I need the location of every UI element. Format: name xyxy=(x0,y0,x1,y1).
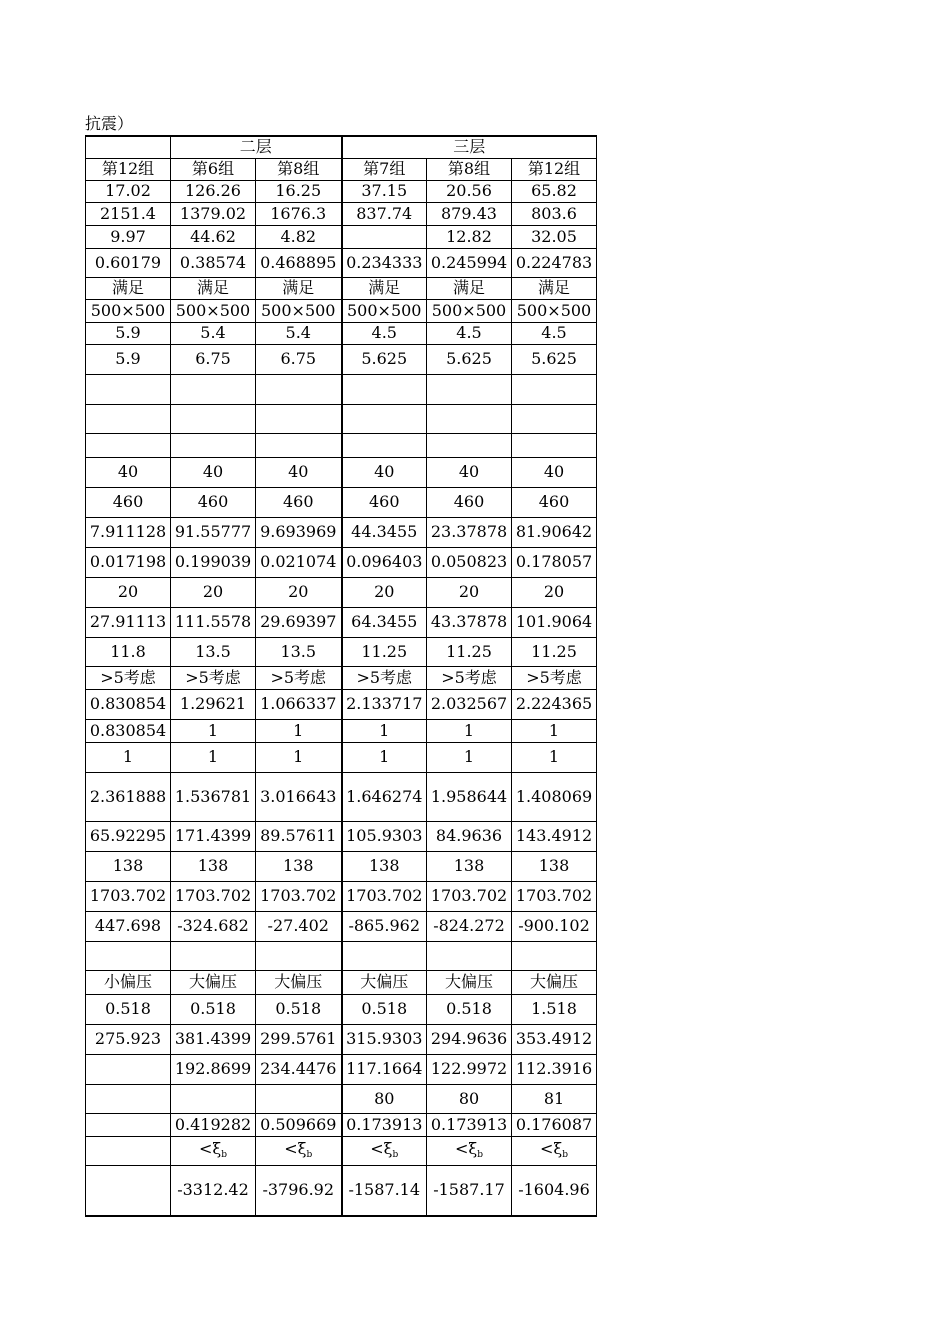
table-cell: 460 xyxy=(512,487,597,517)
table-cell: 837.74 xyxy=(342,202,427,225)
table-cell: 1379.02 xyxy=(171,202,256,225)
table-cell: 353.4912 xyxy=(512,1024,597,1054)
table-cell: 2.032567 xyxy=(427,689,512,719)
table-cell: 1.408069 xyxy=(512,772,597,821)
table-cell: 17.02 xyxy=(86,180,171,202)
table-cell: 11.25 xyxy=(427,637,512,666)
table-cell: 1 xyxy=(256,742,342,772)
table-cell: 43.37878 xyxy=(427,607,512,637)
table-row xyxy=(86,433,597,457)
table-row xyxy=(86,1084,597,1113)
table-cell: 0.050823 xyxy=(427,547,512,577)
table-cell: 满足 xyxy=(427,277,512,299)
table-cell: -324.682 xyxy=(171,911,256,941)
table-row xyxy=(86,457,597,487)
table-row xyxy=(86,719,597,742)
table-cell: 111.5578 xyxy=(171,607,256,637)
subscript-b: b xyxy=(221,1150,227,1160)
table-row xyxy=(86,202,597,225)
table-cell: 2.224365 xyxy=(512,689,597,719)
table-cell: 5.4 xyxy=(171,322,256,344)
table-cell: 64.3455 xyxy=(342,607,427,637)
table-cell: 143.4912 xyxy=(512,821,597,851)
table-cell: 1 xyxy=(171,742,256,772)
header-blank xyxy=(86,136,171,158)
table-cell: 138 xyxy=(512,851,597,881)
table-cell: 1676.3 xyxy=(256,202,342,225)
table-cell: 16.25 xyxy=(256,180,342,202)
table-cell xyxy=(512,404,597,433)
table-cell xyxy=(86,1165,171,1216)
table-cell: 1703.702 xyxy=(171,881,256,911)
table-cell: 第7组 xyxy=(342,158,427,180)
table-cell: 27.91113 xyxy=(86,607,171,637)
table-row xyxy=(86,742,597,772)
table-row xyxy=(86,666,597,689)
table-cell: 500×500 xyxy=(86,299,171,322)
table-cell: 0.419282 xyxy=(171,1113,256,1136)
table-cell: 20 xyxy=(512,577,597,607)
table-cell: 20 xyxy=(171,577,256,607)
table-cell: 40 xyxy=(512,457,597,487)
table-cell: 500×500 xyxy=(427,299,512,322)
table-cell: 4.5 xyxy=(342,322,427,344)
table-row xyxy=(86,994,597,1024)
table-cell: 20 xyxy=(342,577,427,607)
table-row xyxy=(86,607,597,637)
table-cell: 0.176087 xyxy=(512,1113,597,1136)
table-row xyxy=(86,248,597,277)
table-cell: 0.518 xyxy=(427,994,512,1024)
table-cell: 0.224783 xyxy=(512,248,597,277)
table-cell: 第8组 xyxy=(256,158,342,180)
table-cell: -865.962 xyxy=(342,911,427,941)
table-cell: 29.69397 xyxy=(256,607,342,637)
table-row xyxy=(86,404,597,433)
table-cell: 满足 xyxy=(86,277,171,299)
table-cell: 5.9 xyxy=(86,344,171,374)
table-cell: 275.923 xyxy=(86,1024,171,1054)
table-cell xyxy=(342,404,427,433)
table-cell: 138 xyxy=(171,851,256,881)
table-cell: 803.6 xyxy=(512,202,597,225)
table-cell xyxy=(427,433,512,457)
table-cell: -1604.96 xyxy=(512,1165,597,1216)
table-cell: 满足 xyxy=(512,277,597,299)
table-cell: 4.5 xyxy=(512,322,597,344)
table-cell: >5考虑 xyxy=(256,666,342,689)
subscript-b: b xyxy=(562,1150,568,1160)
table-cell: 460 xyxy=(86,487,171,517)
table-cell: 7.911128 xyxy=(86,517,171,547)
table-row xyxy=(86,487,597,517)
table-cell: 0.199039 xyxy=(171,547,256,577)
header-floor-two: 二层 xyxy=(171,136,342,158)
table-cell: 第6组 xyxy=(171,158,256,180)
table-cell xyxy=(342,433,427,457)
table-cell: 0.021074 xyxy=(256,547,342,577)
table-cell: 满足 xyxy=(256,277,342,299)
table-cell: 1.066337 xyxy=(256,689,342,719)
table-cell: 44.62 xyxy=(171,225,256,248)
table-cell: 381.4399 xyxy=(171,1024,256,1054)
table-cell: 11.25 xyxy=(512,637,597,666)
table-cell: 500×500 xyxy=(171,299,256,322)
table-row xyxy=(86,1136,597,1165)
table-cell: 20.56 xyxy=(427,180,512,202)
table-cell: >5考虑 xyxy=(86,666,171,689)
table-cell: 89.57611 xyxy=(256,821,342,851)
table-cell: 0.178057 xyxy=(512,547,597,577)
table-cell xyxy=(512,374,597,404)
table-caption: 抗震） xyxy=(85,114,134,133)
table-cell xyxy=(86,941,171,970)
table-cell: 80 xyxy=(427,1084,512,1113)
table-row xyxy=(86,637,597,666)
table-row xyxy=(86,689,597,719)
table-cell xyxy=(256,404,342,433)
table-cell: 138 xyxy=(256,851,342,881)
table-cell xyxy=(171,1084,256,1113)
table-cell: 0.173913 xyxy=(342,1113,427,1136)
table-cell: 5.4 xyxy=(256,322,342,344)
table-cell: 1 xyxy=(427,742,512,772)
table-cell: 0.518 xyxy=(342,994,427,1024)
table-cell: 满足 xyxy=(342,277,427,299)
table-cell: 9.97 xyxy=(86,225,171,248)
table-cell: 0.830854 xyxy=(86,719,171,742)
table-cell: >5考虑 xyxy=(427,666,512,689)
table-cell: $<\xi_b$ xyxy=(342,1136,427,1165)
table-cell: 5.625 xyxy=(427,344,512,374)
table-cell: >5考虑 xyxy=(512,666,597,689)
table-cell: 1 xyxy=(171,719,256,742)
table-cell: 460 xyxy=(256,487,342,517)
table-cell: 37.15 xyxy=(342,180,427,202)
table-cell: $<\xi_b$ xyxy=(512,1136,597,1165)
table-cell: -1587.17 xyxy=(427,1165,512,1216)
table-row xyxy=(86,299,597,322)
table-cell: 315.9303 xyxy=(342,1024,427,1054)
table-cell: 0.509669 xyxy=(256,1113,342,1136)
table-cell: 879.43 xyxy=(427,202,512,225)
table-cell: 0.60179 xyxy=(86,248,171,277)
table-cell xyxy=(427,374,512,404)
table-cell: 234.4476 xyxy=(256,1054,342,1084)
table-cell: 84.9636 xyxy=(427,821,512,851)
table-row xyxy=(86,970,597,994)
table-cell xyxy=(86,1054,171,1084)
table-cell: -27.402 xyxy=(256,911,342,941)
table-cell: 1.29621 xyxy=(171,689,256,719)
table-cell xyxy=(342,941,427,970)
table-cell: 1 xyxy=(342,742,427,772)
table-row xyxy=(86,322,597,344)
table-cell: 40 xyxy=(256,457,342,487)
table-cell: 1 xyxy=(342,719,427,742)
table-cell: 40 xyxy=(171,457,256,487)
table-cell: 81.90642 xyxy=(512,517,597,547)
table-cell: 460 xyxy=(171,487,256,517)
table-cell: 294.9636 xyxy=(427,1024,512,1054)
table-cell: 1 xyxy=(86,742,171,772)
table-cell: 32.05 xyxy=(512,225,597,248)
table-cell: 117.1664 xyxy=(342,1054,427,1084)
table-cell: 9.693969 xyxy=(256,517,342,547)
table-cell xyxy=(256,1084,342,1113)
table-cell: 大偏压 xyxy=(512,970,597,994)
table-cell xyxy=(171,433,256,457)
table-cell: 460 xyxy=(342,487,427,517)
header-row xyxy=(86,136,597,158)
table-cell: 13.5 xyxy=(256,637,342,666)
table-row xyxy=(86,158,597,180)
table-cell: 11.25 xyxy=(342,637,427,666)
subscript-b: b xyxy=(392,1150,399,1160)
table-cell: 1 xyxy=(256,719,342,742)
table-cell: >5考虑 xyxy=(342,666,427,689)
table-row xyxy=(86,517,597,547)
table-cell xyxy=(427,404,512,433)
table-cell: 1 xyxy=(512,719,597,742)
table-row xyxy=(86,344,597,374)
subscript-b: b xyxy=(306,1150,313,1160)
table-cell xyxy=(256,433,342,457)
table-row xyxy=(86,1054,597,1084)
table-cell xyxy=(342,225,427,248)
table-row xyxy=(86,180,597,202)
table-cell xyxy=(171,374,256,404)
table-cell: 171.4399 xyxy=(171,821,256,851)
table-cell: 20 xyxy=(256,577,342,607)
table-row xyxy=(86,277,597,299)
table-cell: 大偏压 xyxy=(427,970,512,994)
table-cell: 0.468895 xyxy=(256,248,342,277)
table-cell xyxy=(86,404,171,433)
table-cell: -900.102 xyxy=(512,911,597,941)
table-cell: 40 xyxy=(86,457,171,487)
table-cell: 1703.702 xyxy=(512,881,597,911)
table-row xyxy=(86,821,597,851)
table-cell: 1.646274 xyxy=(342,772,427,821)
table-cell: 0.096403 xyxy=(342,547,427,577)
table-cell: 1.536781 xyxy=(171,772,256,821)
table-cell: 500×500 xyxy=(256,299,342,322)
table-cell: 4.5 xyxy=(427,322,512,344)
table-cell: 299.5761 xyxy=(256,1024,342,1054)
table-cell: 91.55777 xyxy=(171,517,256,547)
table-cell: 大偏压 xyxy=(171,970,256,994)
table-cell xyxy=(512,433,597,457)
table-cell: 2.133717 xyxy=(342,689,427,719)
table-cell: 1.518 xyxy=(512,994,597,1024)
table-cell: -1587.14 xyxy=(342,1165,427,1216)
table-row xyxy=(86,547,597,577)
table-cell: 192.8699 xyxy=(171,1054,256,1084)
table-cell: 105.9303 xyxy=(342,821,427,851)
table-cell: 126.26 xyxy=(171,180,256,202)
table-cell: 0.518 xyxy=(86,994,171,1024)
data-table xyxy=(85,135,597,1217)
table-cell: -3312.42 xyxy=(171,1165,256,1216)
table-cell xyxy=(86,433,171,457)
table-cell: 5.625 xyxy=(512,344,597,374)
table-cell: 0.245994 xyxy=(427,248,512,277)
table-cell: 0.518 xyxy=(171,994,256,1024)
table-row xyxy=(86,1024,597,1054)
table-cell: 1703.702 xyxy=(86,881,171,911)
table-cell: 138 xyxy=(342,851,427,881)
table-cell: 第8组 xyxy=(427,158,512,180)
table-cell: 101.9064 xyxy=(512,607,597,637)
table-cell: 0.518 xyxy=(256,994,342,1024)
table-cell: 12.82 xyxy=(427,225,512,248)
table-cell: 23.37878 xyxy=(427,517,512,547)
table-cell: 460 xyxy=(427,487,512,517)
table-cell: 500×500 xyxy=(512,299,597,322)
table-cell: 0.234333 xyxy=(342,248,427,277)
table-cell: 1 xyxy=(427,719,512,742)
table-cell: 1 xyxy=(512,742,597,772)
table-cell: 13.5 xyxy=(171,637,256,666)
table-row xyxy=(86,941,597,970)
table-cell: 1703.702 xyxy=(342,881,427,911)
table-cell: -3796.92 xyxy=(256,1165,342,1216)
table-cell: 0.173913 xyxy=(427,1113,512,1136)
table-cell: 2151.4 xyxy=(86,202,171,225)
table-cell: 6.75 xyxy=(171,344,256,374)
table-cell: 1703.702 xyxy=(256,881,342,911)
table-cell xyxy=(86,1136,171,1165)
table-cell: 122.9972 xyxy=(427,1054,512,1084)
table-cell: $<\xi_b$ xyxy=(171,1136,256,1165)
table-cell xyxy=(512,941,597,970)
table-cell: 0.38574 xyxy=(171,248,256,277)
table-cell: 0.830854 xyxy=(86,689,171,719)
table-cell: 2.361888 xyxy=(86,772,171,821)
table-cell: 11.8 xyxy=(86,637,171,666)
table-row xyxy=(86,1165,597,1216)
table-row xyxy=(86,851,597,881)
table-cell: 40 xyxy=(342,457,427,487)
table-cell xyxy=(256,941,342,970)
table-cell: >5考虑 xyxy=(171,666,256,689)
table-cell: 1703.702 xyxy=(427,881,512,911)
table-cell: 500×500 xyxy=(342,299,427,322)
table-cell: 5.625 xyxy=(342,344,427,374)
table-cell: 大偏压 xyxy=(256,970,342,994)
table-cell: 满足 xyxy=(171,277,256,299)
table-cell: 小偏压 xyxy=(86,970,171,994)
table-cell: 81 xyxy=(512,1084,597,1113)
table-cell: $<\xi_b$ xyxy=(427,1136,512,1165)
table-cell: -824.272 xyxy=(427,911,512,941)
table-cell xyxy=(171,941,256,970)
table-cell: 1.958644 xyxy=(427,772,512,821)
table-cell: 65.82 xyxy=(512,180,597,202)
table-cell: 5.9 xyxy=(86,322,171,344)
table-row xyxy=(86,577,597,607)
table-cell xyxy=(86,374,171,404)
table-cell: 112.3916 xyxy=(512,1054,597,1084)
table-cell xyxy=(342,374,427,404)
table-cell: 65.92295 xyxy=(86,821,171,851)
table-cell: 3.016643 xyxy=(256,772,342,821)
table-row xyxy=(86,225,597,248)
table-cell xyxy=(86,1113,171,1136)
table-row xyxy=(86,881,597,911)
table-cell: 20 xyxy=(427,577,512,607)
table-cell: 44.3455 xyxy=(342,517,427,547)
table-cell xyxy=(86,1084,171,1113)
table-cell: 20 xyxy=(86,577,171,607)
table-cell: 4.82 xyxy=(256,225,342,248)
table-row xyxy=(86,772,597,821)
table-row xyxy=(86,1113,597,1136)
table-row xyxy=(86,911,597,941)
table-cell: $<\xi_b$ xyxy=(256,1136,342,1165)
table-row xyxy=(86,374,597,404)
header-floor-three: 三层 xyxy=(342,136,597,158)
subscript-b: b xyxy=(477,1150,483,1160)
table-cell: 第12组 xyxy=(512,158,597,180)
table-cell: 80 xyxy=(342,1084,427,1113)
table-cell: 138 xyxy=(427,851,512,881)
table-cell: 40 xyxy=(427,457,512,487)
table-cell xyxy=(256,374,342,404)
table-cell: 第12组 xyxy=(86,158,171,180)
table-cell xyxy=(171,404,256,433)
table-cell xyxy=(427,941,512,970)
table-cell: 138 xyxy=(86,851,171,881)
table-cell: 0.017198 xyxy=(86,547,171,577)
table-cell: 大偏压 xyxy=(342,970,427,994)
table-cell: 6.75 xyxy=(256,344,342,374)
table-cell: 447.698 xyxy=(86,911,171,941)
